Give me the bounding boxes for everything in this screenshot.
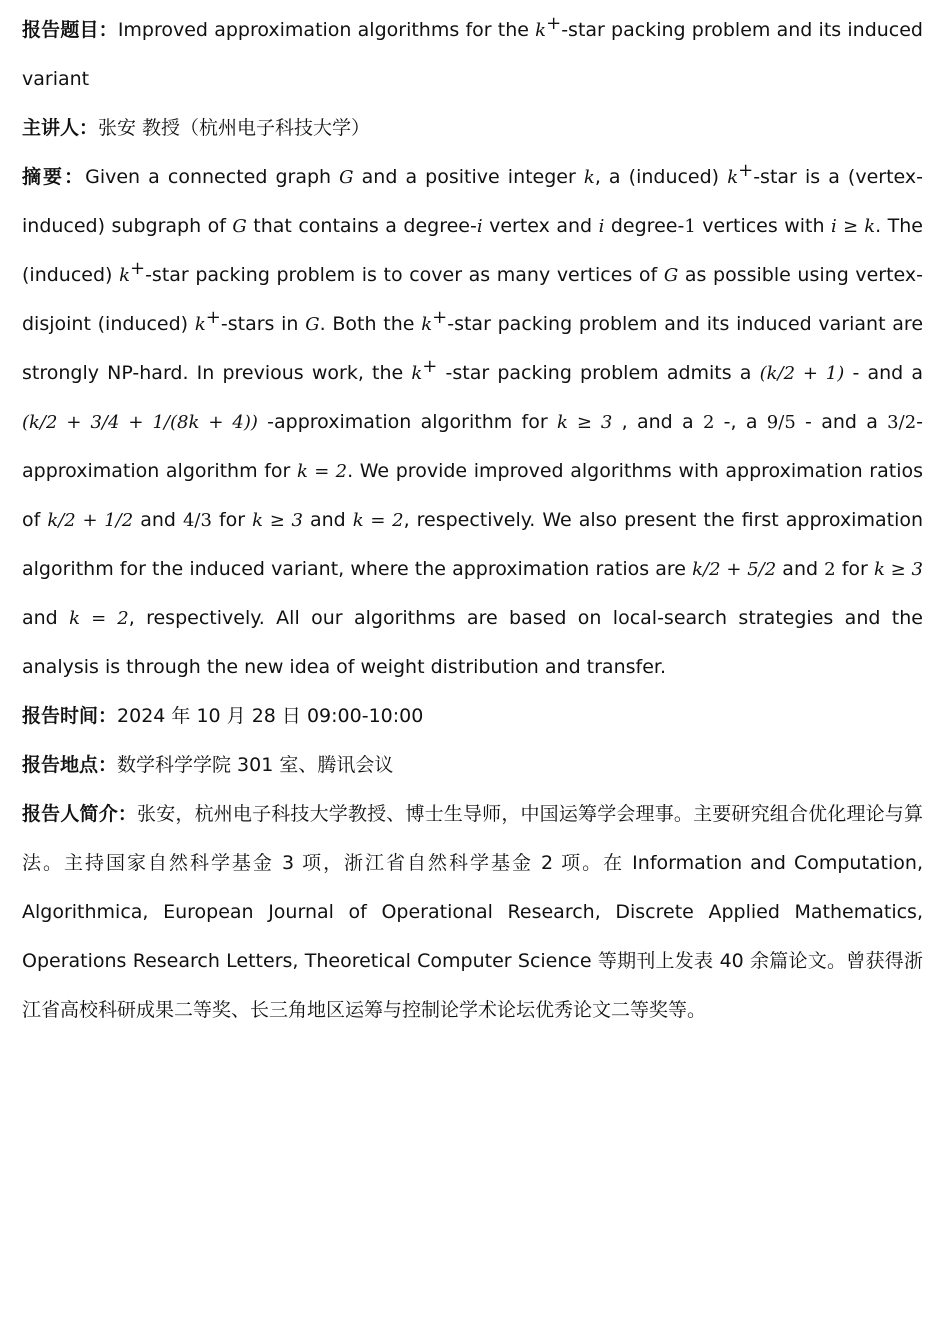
abstract-text: -, a [714,411,767,433]
math-plus: + [432,307,448,328]
report-title-plus: + [546,13,562,34]
speaker-label: 主讲人： [22,117,99,139]
report-title [22,6,923,104]
abstract-text: for [835,558,874,580]
speaker-bio-value: 张安，杭州电子科技大学教授、博士生导师，中国运筹学会理事。主要研究组合优化理论与算法。主持国家自然科学基金 3 项，浙江省自然科学基金 2 项。在 Information and Computation, Algorithmica, European Journal of Operational Research, Discrete Applied Mathematics, Operations Research Letters, Theoretical Computer Science 等期刊上发表 40 余篇论文。曾获得浙江省高校科研成果二等奖、长三角地区运筹与控制论学术论坛优秀论文二等奖等。 [22,803,923,1021]
abstract-text: , respectively. We also present the first approximation algorithm for the induced variant, where the approximation ratios are [22,509,924,580]
math-three-halves: 3/2 [887,412,917,433]
abstract-text: -star packing problem and its induced variant are strongly NP-hard. In previous work, the [22,313,924,384]
report-place-value: 数学科学学院 301 室、腾讯会议 [117,754,394,776]
speaker-value: 张安 教授（杭州电子科技大学） [98,117,371,139]
math-k-eq-2: k = 2 [297,461,348,482]
math-k-geq-3: k ≥ 3 [556,412,613,433]
math-plus: + [205,307,221,328]
abstract-label: 摘要： [22,166,86,188]
math-k-geq-3: k ≥ 3 [873,559,923,580]
abstract-text: -star is a (vertex-induced) subgraph of [22,166,923,237]
report-title-label: 报告题目： [22,19,118,41]
report-title-text-pre: Improved approximation algorithms for the [117,19,536,41]
abstract-text: , a (induced) [594,166,728,188]
abstract-text: -approximation algorithm for [257,411,557,433]
abstract-text: Given a connected graph [85,166,340,188]
math-plus: + [422,356,438,377]
math-k-geq-3: k ≥ 3 [252,510,303,531]
math-k: k [194,314,206,335]
speaker [22,104,923,153]
abstract-text: -star packing problem admits a [437,362,760,384]
document-page [22,6,923,1035]
report-place-label: 报告地点： [22,754,118,776]
math-ratio-k2-plus-half: k/2 + 1/2 [47,510,134,531]
speaker-bio [22,790,923,1035]
abstract-text: and [133,509,183,531]
math-ratio-k2-plus-1: (k/2 + 1) [759,363,845,384]
math-k-eq-2: k = 2 [69,608,129,629]
abstract-text: -stars in [220,313,306,335]
report-time-value: 2024 年 10 月 28 日 09:00-10:00 [117,705,424,727]
abstract-text: . Both the [319,313,422,335]
math-k: k [583,167,595,188]
math-graph-g: G [663,265,679,286]
abstract-text: for [211,509,253,531]
abstract-text: and [302,509,353,531]
abstract-text: -approximation algorithm for [22,411,923,482]
abstract-text: vertices with [695,215,832,237]
math-plus: + [129,258,146,279]
abstract-text: and a positive integer [353,166,584,188]
math-k: k [421,314,433,335]
math-k-eq-2: k = 2 [352,510,404,531]
abstract-text: - and a [844,362,924,384]
math-ratio-complex: (k/2 + 3/4 + 1/(8k + 4)) [22,412,258,433]
abstract-text: -star packing problem is to cover as many vertices of [145,264,664,286]
abstract-text: and [22,607,70,629]
math-k: k [119,265,130,286]
math-graph-g: G [232,216,247,237]
math-four-thirds: 4/3 [182,510,212,531]
abstract-text: , respectively. All our algorithms are based on local-search strategies and the analysis is through the new idea of weight distribution and transfer. [22,607,923,678]
abstract-text: - and a [795,411,888,433]
abstract-text: as possible using vertex-disjoint (induced) [22,264,924,335]
math-nine-fifths: 9/5 [766,412,796,433]
math-k: k [411,363,423,384]
report-place [22,741,923,790]
abstract-text: degree- [604,215,685,237]
abstract-text: and [776,558,825,580]
math-plus: + [738,160,754,181]
math-i: i [476,216,483,237]
report-title-k: k [535,20,547,41]
math-two: 2 [702,412,715,433]
math-i-geq-k: i ≥ k [831,216,876,237]
math-k: k [727,167,739,188]
abstract-text: vertex and [482,215,599,237]
report-time-label: 报告时间： [22,705,118,727]
abstract [22,153,923,692]
abstract-text: . The (induced) [22,215,923,286]
math-graph-g: G [339,167,354,188]
abstract-text: . We provide improved algorithms with approximation ratios of [22,460,923,531]
math-one: 1 [684,216,696,237]
report-title-text-post: -star packing problem and its induced variant [22,19,923,90]
abstract-text: , and a [612,411,703,433]
math-ratio-k2-plus-five-halves: k/2 + 5/2 [692,559,777,580]
report-time [22,692,923,741]
math-graph-g: G [305,314,320,335]
math-i: i [598,216,605,237]
speaker-bio-label: 报告人简介： [22,803,138,825]
math-two: 2 [824,559,836,580]
abstract-text: that contains a degree- [246,215,477,237]
